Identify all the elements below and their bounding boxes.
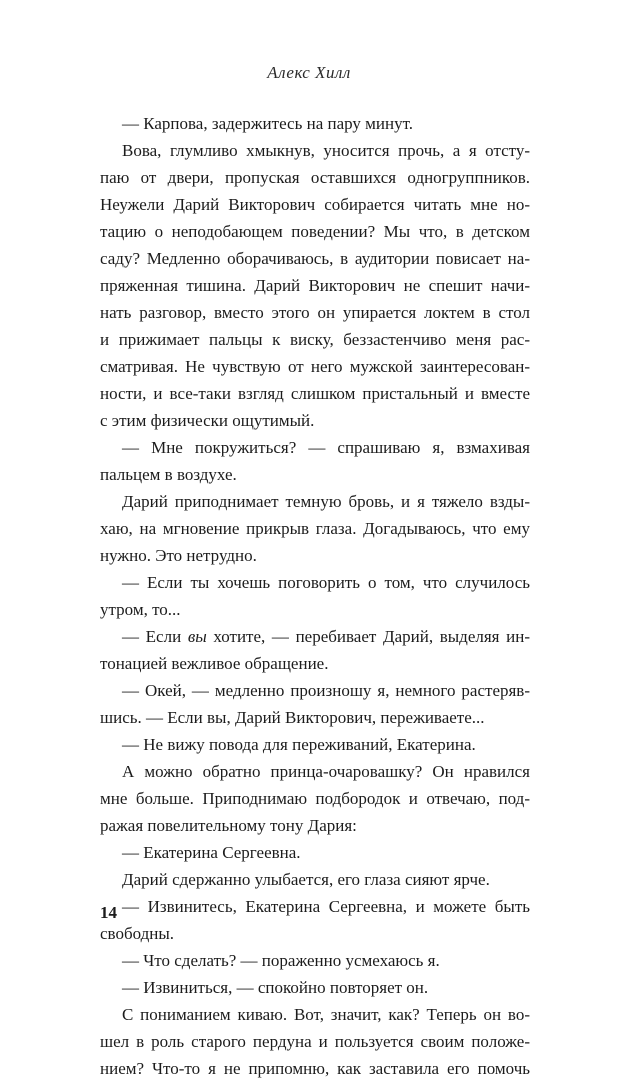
text-line: хаю, на мгновение прикрыв глаза. Догадываюсь, что ему	[100, 519, 530, 538]
text-line: Дарий сдержанно улыбается, его глаза сияют ярче.	[122, 870, 490, 889]
text-line: — Извиниться, — спокойно повторяет он.	[122, 978, 429, 997]
text-line: — Мне покружиться? — спрашиваю я, взмахивая	[122, 438, 530, 457]
text-line: нать разговор, вместо этого он упирается локтем в стол	[100, 303, 530, 322]
text-line: тацию о неподобающем поведении? Мы что, в детском	[100, 222, 530, 241]
text-line: пальцем в воздухе.	[100, 465, 237, 484]
text-line: — Окей, — медленно произношу я, немного растеряв-	[122, 681, 530, 700]
text-line: Неужели Дарий Викторович собирается читать мне но-	[100, 195, 530, 214]
text-line: С пониманием киваю. Вот, значит, как? Теперь он во-	[122, 1005, 530, 1024]
text-line: — Если вы хотите, — перебивает Дарий, выделяя ин-	[122, 627, 530, 646]
text-line: мне больше. Приподнимаю подбородок и отвечаю, под-	[100, 789, 530, 808]
text-line: — Екатерина Сергеевна.	[122, 843, 301, 862]
text-line: свободны.	[100, 924, 175, 943]
text-line: — Что сделать? — пораженно усмехаюсь я.	[122, 951, 440, 970]
text-line: пряженная тишина. Дарий Викторович не спешит начи-	[100, 276, 530, 295]
text-line: А можно обратно принца-очаровашку? Он нравился	[122, 762, 530, 781]
text-line: саду? Медленно оборачиваюсь, в аудитории повисает на-	[100, 249, 530, 268]
text-line: — Карпова, задержитесь на пару минут.	[122, 114, 414, 133]
text-line: и прижимает пальцы к виску, беззастенчиво меня рас-	[100, 330, 530, 349]
text-line: сматривая. Не чувствую от него мужской заинтересован-	[100, 357, 530, 376]
page-number: 14	[100, 903, 117, 922]
text-line: паю от двери, пропуская оставшихся одногруппников.	[100, 168, 530, 187]
body-text	[100, 110, 530, 1082]
text-line: ности, и все-таки взгляд слишком пристальный и вместе	[100, 384, 530, 403]
text-line: с этим физически ощутимый.	[100, 411, 315, 430]
text-line: — Извинитесь, Екатерина Сергеевна, и можете быть	[122, 897, 530, 916]
running-head: Алекс Хилл	[267, 63, 351, 82]
text-line: утром, то...	[100, 600, 181, 619]
text-line: Вова, глумливо хмыкнув, уносится прочь, а я отсту-	[122, 141, 530, 160]
text-line: шел в роль старого пердуна и пользуется своим положе-	[100, 1032, 530, 1051]
text-line: Дарий приподнимает темную бровь, и я тяжело взды-	[122, 492, 530, 511]
text-line: шись. — Если вы, Дарий Викторович, переживаете...	[100, 708, 485, 727]
text-line: — Если ты хочешь поговорить о том, что случилось	[122, 573, 530, 592]
text-line: тонацией вежливое обращение.	[100, 654, 329, 673]
text-line: нужно. Это нетрудно.	[100, 546, 257, 565]
text-line: — Не вижу повода для переживаний, Екатерина.	[122, 735, 476, 754]
text-line: ражая повелительному тону Дария:	[100, 816, 357, 835]
text-line: нием? Что-то я не припомню, как заставила его помочь	[100, 1059, 530, 1078]
